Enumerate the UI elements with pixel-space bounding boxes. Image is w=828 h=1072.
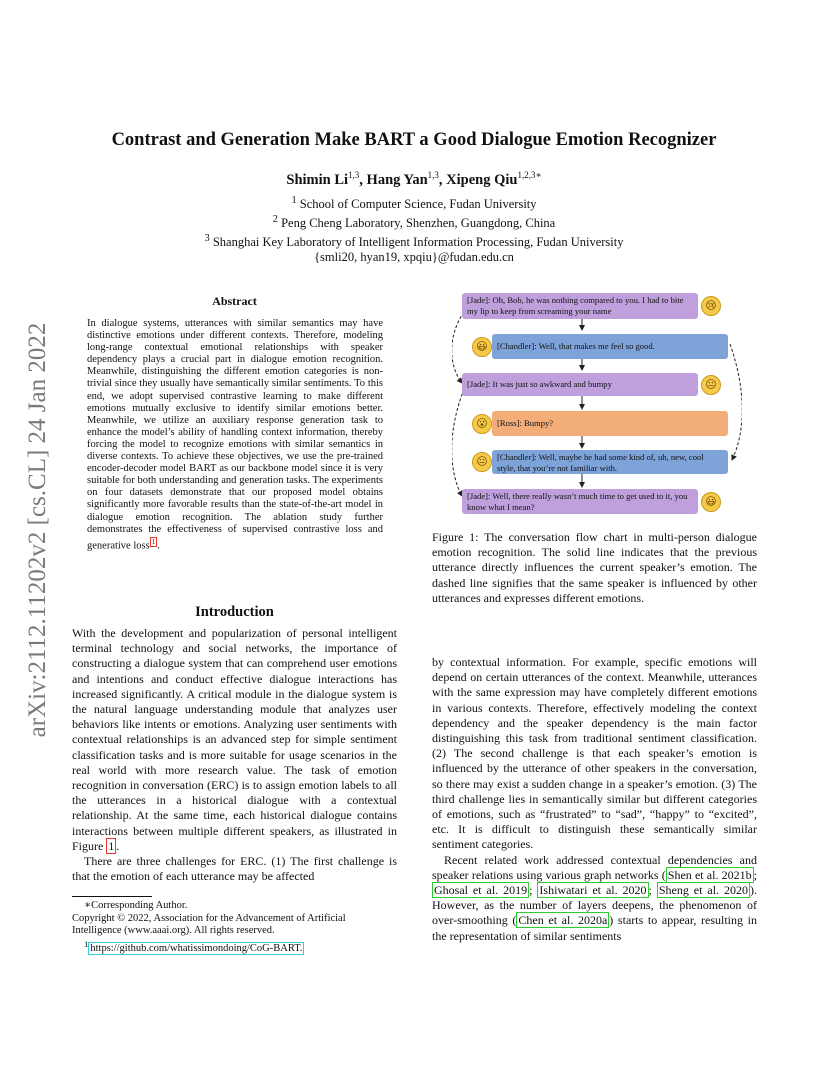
paragraph-text: ) starts to appear, resulting in the representation of similar sentiments xyxy=(432,913,757,943)
dashed-arrow xyxy=(452,389,464,496)
citation-link[interactable]: Shen et al. 2021b xyxy=(667,867,752,882)
arxiv-id: arXiv:2112.11202v2 [cs.CL] 24 Jan 2022 xyxy=(24,322,51,738)
author-name: Hang Yan xyxy=(366,171,428,188)
abstract-body: In dialogue systems, utterances with similar semantics may have distinctive emotions under different contexts. Therefore, modeling long-range contextual emotional relationships with speaker dependency plays a crucial part in dialogue emotion recognition. Meanwhile, distinguishing the different emotion categories is non-trivial since they usually have semantically similar sentiments. To this end, we adopt supervised contrastive learning to make different emotions mutually exclusive to identify similar emotions better. Meanwhile, we utilize an auxiliary response generation task to enhance the model’s ability of handling context information, thereby forcing the model to recognize emotions with similar semantics in diverse contexts. To achieve these objectives, we use the pre-trained encoder-decoder model BART as our backbone model since it is very suitable for both understanding and generation tasks. The experiments on four datasets demonstrate that our proposed model obtains significantly more favorable results than the state-of-the-art model in dialogue emotion recognition. The ablation study further demonstrates the effectiveness of supervised contrastive loss and generative loss $^1$ . xyxy=(87,318,383,552)
utterance-box: [Ross]: Bumpy? xyxy=(492,411,728,436)
sad-emoji-icon: 😢 xyxy=(701,296,721,316)
footnote-rule xyxy=(72,896,152,897)
abstract-heading: Abstract xyxy=(212,294,257,308)
left-column xyxy=(72,626,397,884)
corresponding-note: ∗Corresponding Author. xyxy=(84,900,188,911)
citation-link[interactable]: Ghosal et al. 2019 xyxy=(434,883,528,898)
utterance-box: [Chandler]: Well, that makes me feel so good. xyxy=(492,334,728,359)
abstract-text: In dialogue systems, utterances with similar semantics may have distinctive emotions under different contexts. Therefore, modeling long-range contextual emotional relationships with speaker dependency plays a crucial part in dialogue emotion recognition. Meanwhile, distinguishing the different emotion categories is non-trivial since they usually have semantically similar sentiments. To this end, we adopt supervised contrastive learning to make different emotions mutually exclusive to identify similar emotions better. Meanwhile, we utilize an auxiliary response generation task to enhance the model’s ability of handling context information, thereby forcing the model to recognize emotions with similar semantics in diverse contexts. To achieve these objectives, we use the pre-trained encoder-decoder model BART as our backbone model since it is very suitable for both understanding and generation tasks. The experiments on four datasets demonstrate that our proposed model obtains significantly more favorable results than the state-of-the-art model in dialogue emotion recognition. The ablation study further demonstrates the effectiveness of supervised contrastive loss and generative loss xyxy=(87,318,383,552)
citation-link[interactable]: Ishiwatari et al. 2020 xyxy=(539,883,647,898)
intro-heading: Introduction xyxy=(195,604,274,620)
affil-sup: 1 xyxy=(291,195,297,206)
footnote-mark[interactable]: 1 xyxy=(151,537,156,546)
author-sup: 1,3 xyxy=(348,170,360,180)
paragraph: by contextual information. For example, specific emotions will depend on certain utterances of the context. Meanwhile, utterances with the same expression may have completely different emotions in various contexts. Therefore, effectively modeling the context dependency and the speaker dependency is the main factor distinguishing this task from traditional sentiment classification. (2) The second challenge is that each speaker’s emotion is influenced by the utterance of other speakers in the conversation, so there may exist a sudden change in a speaker’s emotion. (3) The third challenge lies in semantically similar but different categories of emotions, such as “frustrated” to “sad”, “happy” to “excited”, etc. It is difficult to distinguish these semantically similar sentiment categories. xyxy=(432,655,757,852)
happy-emoji-icon: 😃 xyxy=(701,492,721,512)
affiliation xyxy=(0,231,828,250)
happy-emoji-icon: 😃 xyxy=(472,337,492,357)
figure-1 xyxy=(452,290,742,518)
paragraph xyxy=(432,853,757,944)
affil-sup: 2 xyxy=(272,214,278,226)
paragraph-text: Recent related work addressed contextual dependencies and speaker relations using various graph networks ( xyxy=(432,852,757,882)
github-link[interactable]: https://github.com/whatissimondoing/CoG-BART. xyxy=(90,943,303,954)
figure-ref-link[interactable]: 1 xyxy=(108,838,115,853)
dashed-arrow xyxy=(452,312,464,383)
paragraph-end: . xyxy=(116,838,120,853)
dashed-arrow xyxy=(730,344,742,460)
paragraph-text: ). However, as the number of layers deepens, the phenomenon of over-smoothing ( xyxy=(432,883,757,928)
footnotes xyxy=(72,900,397,956)
figure-connectors xyxy=(452,290,742,518)
author-list xyxy=(0,170,828,189)
utterance-box: [Jade]: Well, there really wasn’t much time to get used to it, you know what I mean? xyxy=(462,489,698,514)
author-sup: 1,2,3∗ xyxy=(517,170,542,180)
affiliations xyxy=(0,193,828,265)
affil-text: Shanghai Key Laboratory of Intelligent Information Processing, Fudan University xyxy=(209,235,624,250)
author-name: Xipeng Qiu xyxy=(446,171,518,188)
author-sup: 1,3 xyxy=(427,170,439,180)
affiliation xyxy=(0,212,828,231)
paragraph: There are three challenges for ERC. (1) The first challenge is that the emotion of each utterance may be affected xyxy=(72,854,397,884)
copyright-note: Copyright © 2022, Association for the Advancement of Artificial Intelligence (www.aaai.org). All rights reserved. xyxy=(72,912,346,936)
arxiv-sidebar xyxy=(23,295,53,765)
author-sep: , xyxy=(438,171,447,188)
author-sep: , xyxy=(359,171,367,188)
neutral-emoji-icon: 😐 xyxy=(472,452,492,472)
paper-title: Contrast and Generation Make BART a Good Dialogue Emotion Recognizer xyxy=(111,130,717,150)
footnote-number: 1 xyxy=(84,938,89,949)
citation-link[interactable]: Sheng et al. 2020 xyxy=(658,883,748,898)
cite-sep: ; xyxy=(648,883,657,898)
right-column xyxy=(432,655,757,944)
surprised-emoji-icon: 😮 xyxy=(472,414,492,434)
affil-sup: 3 xyxy=(204,233,210,245)
figure-caption: Figure 1: The conversation flow chart in multi-person dialogue emotion recognition. The solid line indicates that the previous utterance directly influences the current speaker’s emotion. The dashed line signifies that the same speaker is influenced by other utterances and expresses different emotions. xyxy=(432,530,757,605)
utterance-box: [Chandler]: Well, maybe he had some kind of, uh, new, cool style, that you’re not familiar with. xyxy=(492,450,728,474)
utterance-box: [Jade]: Oh, Bob, he was nothing compared to you. I had to bite my lip to keep from screaming your name xyxy=(462,293,698,319)
affil-text: School of Computer Science, Fudan University xyxy=(296,197,537,212)
cite-sep: ; xyxy=(753,867,758,882)
cite-sep: ; xyxy=(529,883,538,898)
author-name: Shimin Li xyxy=(286,171,349,188)
affiliation xyxy=(0,193,828,212)
utterance-box: [Jade]: It was just so awkward and bumpy xyxy=(462,373,698,396)
neutral-emoji-icon: 😐 xyxy=(701,375,721,395)
paragraph-text: With the development and popularization of personal intelligent terminal technology and social networks, the importance of constructing a dialogue system that can comprehend user emotions and intentions and conduct effective dialogue interactions has increased significantly. A critical module in the dialogue system is the natural language understanding module that analyzes user behaviors like intents or emotions. Analyzing user sentiments with contextual relationships is an advanced step for simple sentiment classification tasks and is more suitable for usage scenarios in the real world with more research value. The task of emotion recognition in conversation (ERC) is to assign emotion labels to all the utterances in a historical dialogue with a contextual relationship. At the same time, each historical dialogue contains interactions between multiple different speakers, as illustrated in Figure xyxy=(72,626,397,853)
paragraph xyxy=(72,626,397,854)
emails: {smli20, hyan19, xpqiu}@fudan.edu.cn xyxy=(314,250,514,265)
affil-text: Peng Cheng Laboratory, Shenzhen, Guangdong, China xyxy=(277,216,556,231)
citation-link[interactable]: Chen et al. 2020a xyxy=(518,913,608,928)
